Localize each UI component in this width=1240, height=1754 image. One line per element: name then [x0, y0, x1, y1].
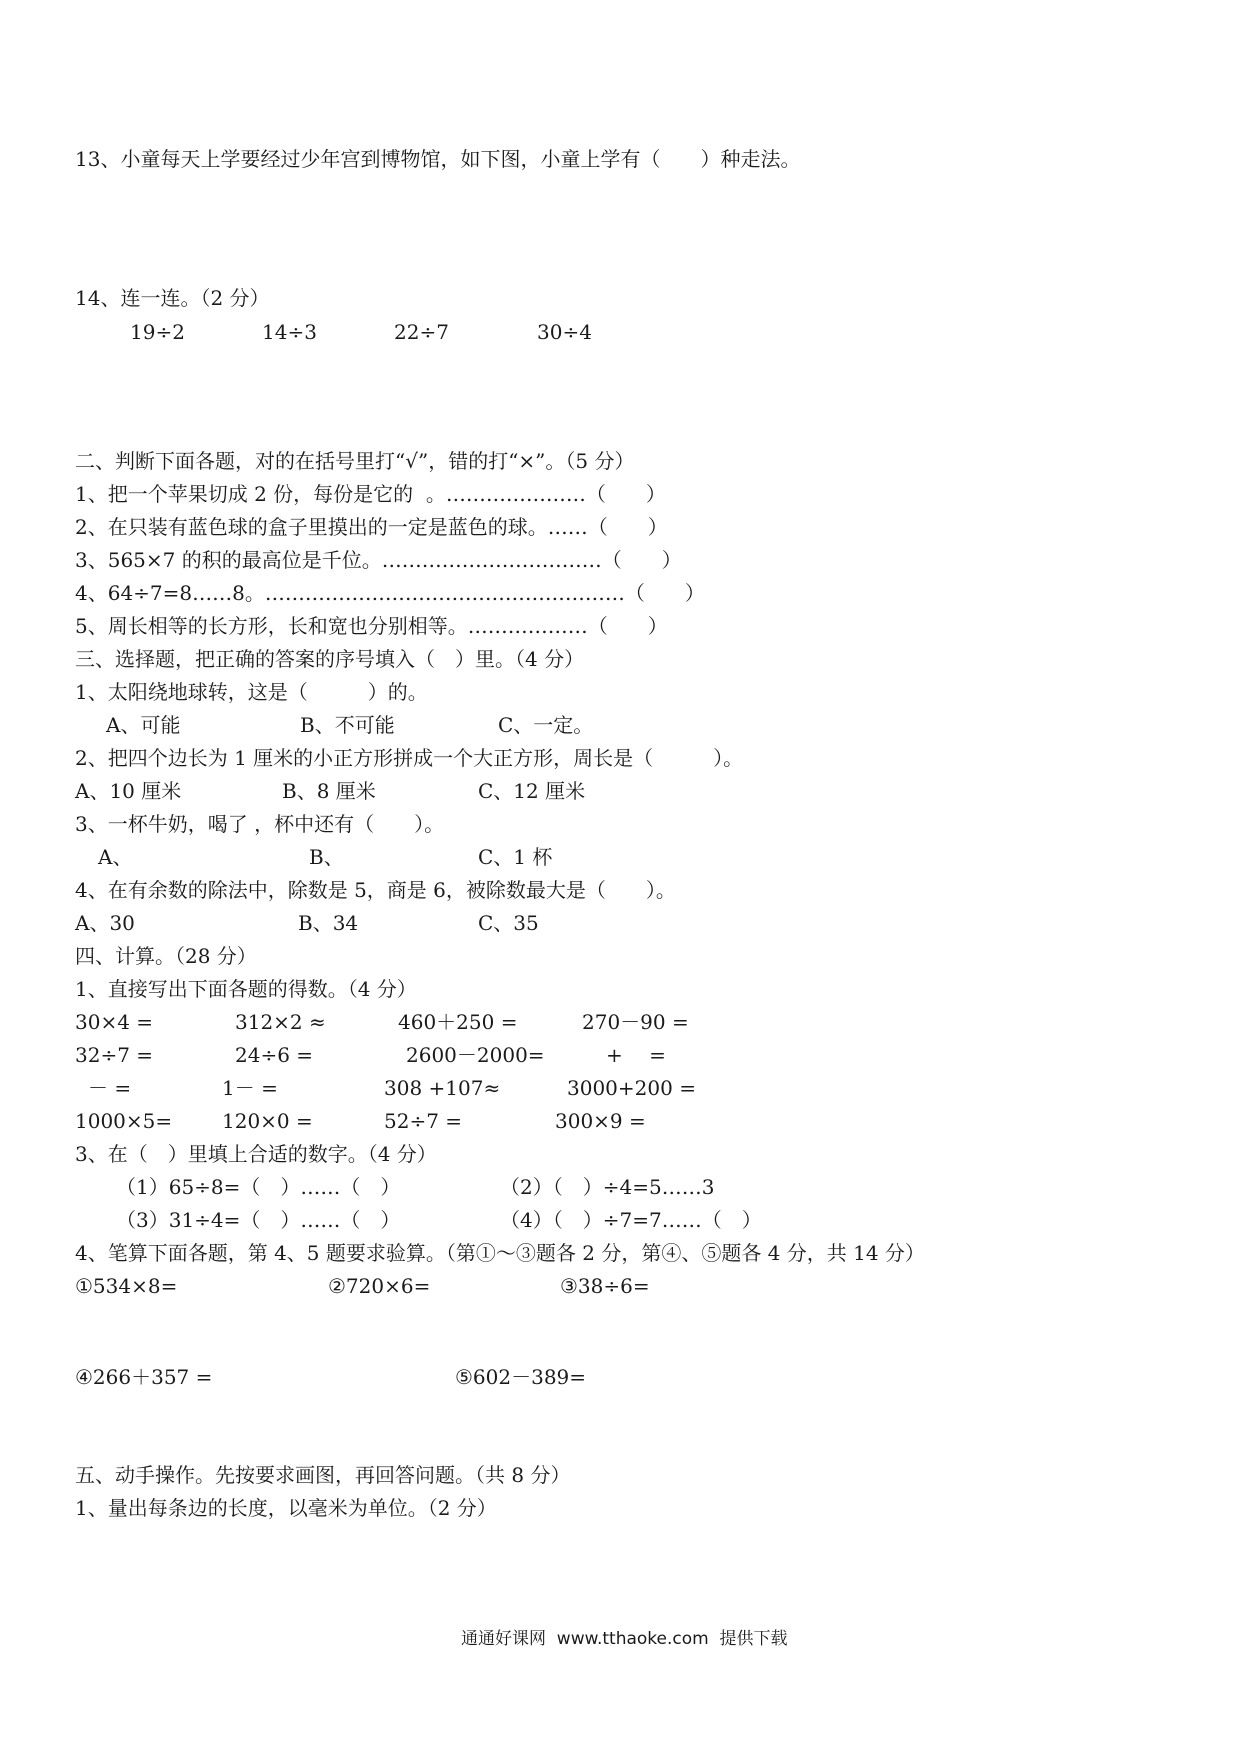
choice-option: B、34 — [298, 911, 359, 935]
match-item: 30÷4 — [537, 320, 592, 344]
match-item: 19÷2 — [130, 320, 185, 344]
choice-option: A、30 — [75, 911, 135, 935]
choice-option: C、12 厘米 — [478, 779, 586, 803]
calc-cell: 30×4 = — [75, 1010, 154, 1034]
calc-cell: － = — [88, 1076, 132, 1100]
calc-cell: 24÷6 = — [235, 1043, 314, 1067]
calc-cell: 1－ = — [222, 1076, 278, 1100]
fill-item: （4）（ ）÷7=7……（ ） — [500, 1208, 762, 1232]
choice-option: C、一定。 — [498, 713, 594, 737]
choice-option: C、35 — [478, 911, 539, 935]
choice-option: B、不可能 — [300, 713, 395, 737]
choice-option: A、10 厘米 — [75, 779, 182, 803]
section-3-title: 三、选择题，把正确的答案的序号填入（ ）里。（4 分） — [75, 647, 585, 671]
calc-cell: 32÷7 = — [75, 1043, 154, 1067]
calc-cell: 2600－2000= — [406, 1043, 545, 1067]
choice-option: A、 — [98, 845, 133, 869]
calc-cell: + = — [606, 1043, 666, 1067]
calc-q3-title: 3、在（ ）里填上合适的数字。（4 分） — [75, 1142, 437, 1166]
match-item: 14÷3 — [262, 320, 317, 344]
choice-option: B、 — [309, 845, 344, 869]
question-13: 13、小童每天上学要经过少年宫到博物馆，如下图，小童上学有（ ）种走法。 — [75, 147, 801, 171]
calc-cell: 312×2 ≈ — [235, 1010, 326, 1034]
section-2-title: 二、判断下面各题，对的在括号里打“√”，错的打“×”。（5 分） — [75, 449, 635, 473]
calc-cell: 3000+200 = — [567, 1076, 696, 1100]
section-4-title: 四、计算。（28 分） — [75, 944, 257, 968]
written-calc: ①534×8= — [75, 1274, 178, 1298]
written-calc: ②720×6= — [328, 1274, 431, 1298]
choice-question: 4、在有余数的除法中，除数是 5，商是 6，被除数最大是（ ）。 — [75, 878, 676, 902]
footer-watermark: 通通好课网 www.tthaoke.com 提供下载 — [461, 1629, 788, 1649]
written-calc: ③38÷6= — [560, 1274, 650, 1298]
calc-cell: 308 +107≈ — [384, 1076, 501, 1100]
match-item: 22÷7 — [394, 320, 449, 344]
calc-cell: 120×0 = — [222, 1109, 313, 1133]
choice-question: 3、一杯牛奶，喝了 ，杯中还有（ ）。 — [75, 812, 445, 836]
calc-cell: 1000×5= — [75, 1109, 173, 1133]
judge-item: 4、64÷7=8……8。………………………………………………（ ） — [75, 581, 705, 605]
calc-q4-title: 4、笔算下面各题，第 4、5 题要求验算。（第①～③题各 2 分，第④、⑤题各 4 分，共 14 分） — [75, 1241, 925, 1265]
calc-q1-title: 1、直接写出下面各题的得数。（4 分） — [75, 977, 417, 1001]
choice-option: B、8 厘米 — [282, 779, 376, 803]
written-calc: ⑤602－389= — [455, 1365, 587, 1389]
question-14-title: 14、连一连。（2 分） — [75, 286, 270, 310]
operation-q1: 1、量出每条边的长度，以毫米为单位。（2 分） — [75, 1496, 497, 1520]
fill-item: （1）65÷8=（ ）……（ ） — [116, 1175, 401, 1199]
judge-item: 2、在只装有蓝色球的盒子里摸出的一定是蓝色的球。……（ ） — [75, 515, 668, 539]
judge-item: 1、把一个苹果切成 2 份，每份是它的 。…………………（ ） — [75, 482, 666, 506]
choice-option: A、可能 — [106, 713, 181, 737]
calc-cell: 270－90 = — [582, 1010, 689, 1034]
judge-item: 3、565×7 的积的最高位是千位。……………………………（ ） — [75, 548, 682, 572]
written-calc: ④266＋357 = — [75, 1365, 213, 1389]
fill-item: （3）31÷4=（ ）……（ ） — [116, 1208, 401, 1232]
choice-question: 2、把四个边长为 1 厘米的小正方形拼成一个大正方形，周长是（ ）。 — [75, 746, 744, 770]
calc-cell: 460＋250 = — [398, 1010, 518, 1034]
choice-question: 1、太阳绕地球转，这是（ ）的。 — [75, 680, 428, 704]
fill-item: （2）（ ）÷4=5……3 — [500, 1175, 715, 1199]
calc-cell: 52÷7 = — [384, 1109, 463, 1133]
calc-cell: 300×9 = — [555, 1109, 646, 1133]
judge-item: 5、周长相等的长方形，长和宽也分别相等。………………（ ） — [75, 614, 668, 638]
section-5-title: 五、动手操作。先按要求画图，再回答问题。（共 8 分） — [75, 1463, 571, 1487]
choice-option: C、1 杯 — [478, 845, 553, 869]
